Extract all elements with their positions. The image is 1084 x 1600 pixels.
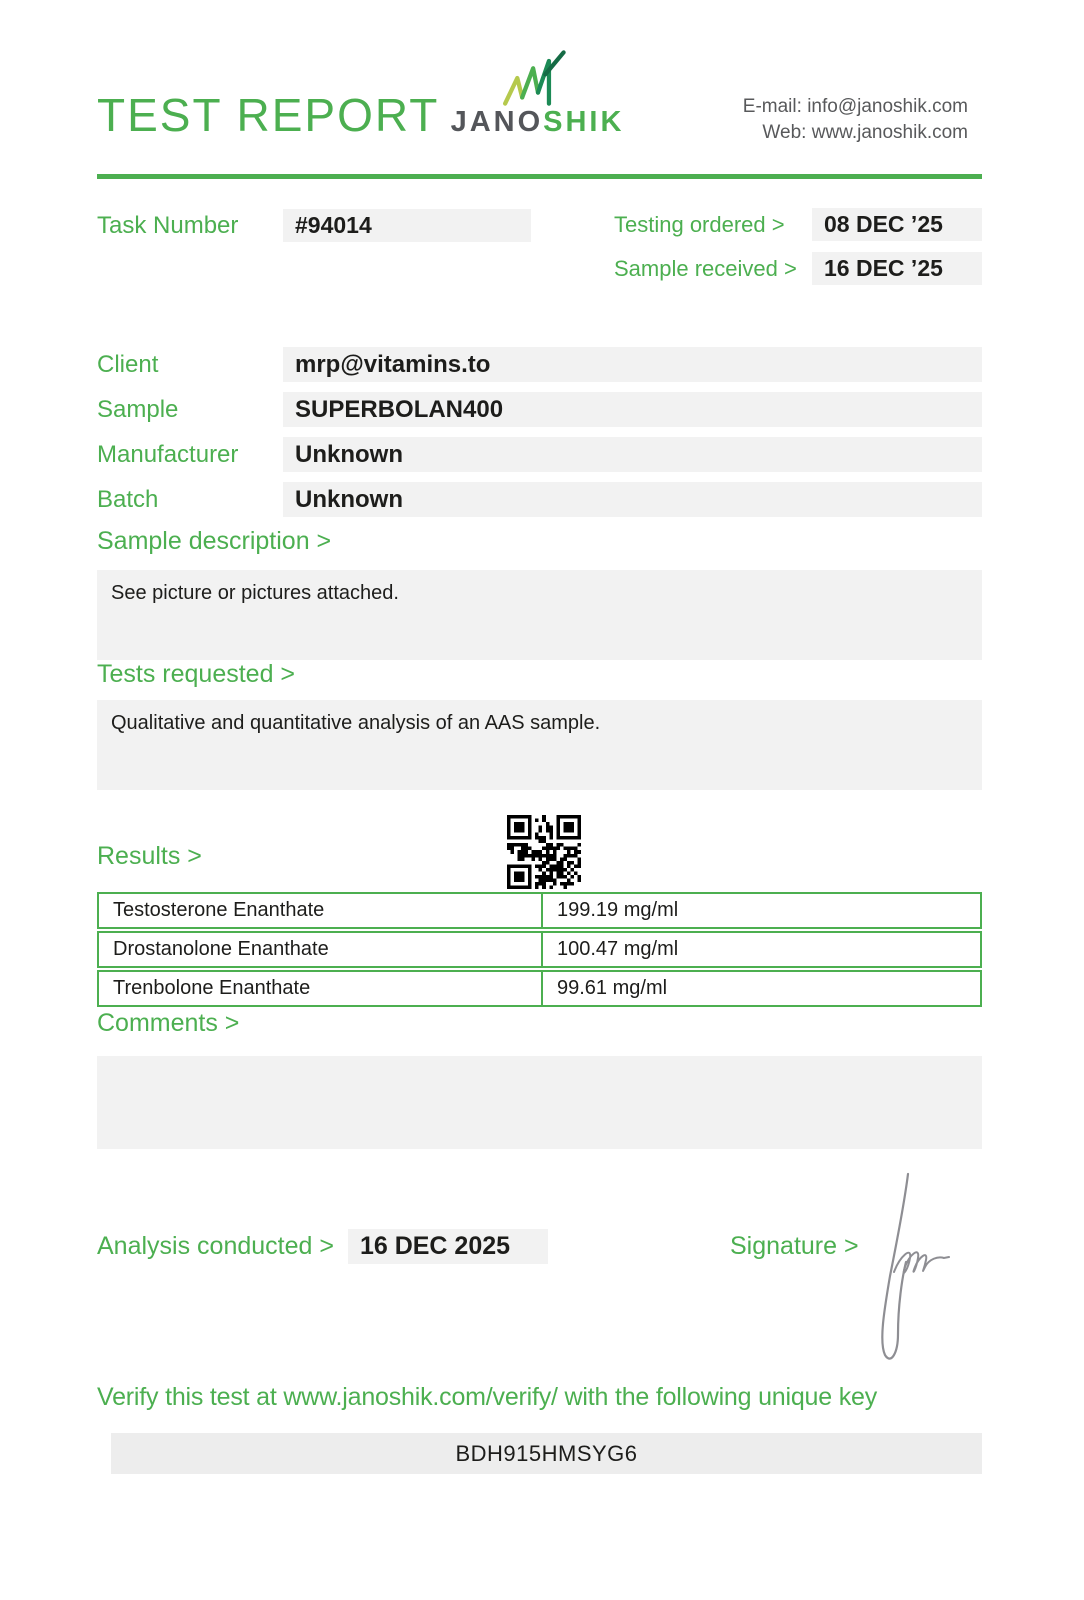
verify-instructions: Verify this test at www.janoshik.com/verify/ with the following unique key (97, 1383, 877, 1411)
contact-info (743, 94, 968, 146)
trend-chart-icon (484, 50, 592, 106)
tests-requested-heading: Tests requested > (97, 660, 296, 688)
sample-description-heading: Sample description > (97, 527, 332, 555)
signature-label: Signature > (730, 1232, 859, 1260)
analysis-conducted-value: 16 DEC 2025 (348, 1229, 548, 1264)
client-row (97, 347, 982, 382)
results-heading: Results > (97, 842, 202, 870)
client-label: Client (97, 351, 159, 378)
sample-value: SUPERBOLAN400 (283, 392, 982, 427)
batch-value: Unknown (283, 482, 982, 517)
sample-received-label: Sample received > (614, 256, 797, 281)
result-substance: Testosterone Enanthate (99, 894, 543, 927)
sample-received-value: 16 DEC ’25 (812, 252, 982, 285)
web-label: Web: (762, 122, 807, 143)
email-line (743, 94, 968, 120)
meta-row (97, 208, 982, 285)
manufacturer-label: Manufacturer (97, 441, 239, 468)
task-number-group (97, 208, 531, 243)
analysis-signature-row (97, 1229, 982, 1264)
analysis-conducted-label: Analysis conducted > (97, 1232, 334, 1260)
comments-heading: Comments > (97, 1009, 240, 1037)
logo-text-shik: SHIK (543, 106, 625, 138)
sample-received-row (614, 252, 982, 285)
testing-ordered-row (614, 208, 982, 241)
qr-code (507, 815, 581, 889)
result-substance: Trenbolone Enanthate (99, 972, 543, 1005)
result-concentration: 99.61 mg/ml (557, 977, 668, 999)
comments-box (97, 1056, 982, 1149)
results-table (97, 892, 982, 1007)
manufacturer-row (97, 437, 982, 472)
tests-requested-box: Qualitative and quantitative analysis of an AAS sample. (97, 700, 982, 790)
batch-label: Batch (97, 486, 159, 513)
dates-group (614, 208, 982, 285)
results-header (97, 842, 982, 870)
logo-text-jano: JANO (450, 106, 544, 138)
client-value: mrp@vitamins.to (283, 347, 982, 382)
email-label: E-mail: (742, 96, 802, 117)
manufacturer-value: Unknown (283, 437, 982, 472)
result-concentration: 100.47 mg/ml (557, 938, 679, 960)
table-row (97, 931, 982, 968)
task-number-value: #94014 (283, 209, 531, 242)
logo-wordmark (445, 108, 630, 137)
header-divider (97, 174, 982, 179)
sample-info-fields (97, 347, 982, 517)
email-value: info@janoshik.com (807, 96, 968, 117)
verify-key: BDH915HMSYG6 (111, 1433, 982, 1474)
testing-ordered-value: 08 DEC ’25 (812, 208, 982, 241)
web-value: www.janoshik.com (811, 122, 968, 143)
page-title: TEST REPORT (97, 89, 440, 141)
sample-row (97, 392, 982, 427)
testing-ordered-label: Testing ordered > (614, 212, 785, 237)
table-row (97, 892, 982, 929)
result-concentration: 199.19 mg/ml (557, 899, 679, 921)
web-line (743, 120, 968, 146)
task-number-label: Task Number (97, 212, 239, 239)
table-row (97, 970, 982, 1007)
result-substance: Drostanolone Enanthate (99, 933, 543, 966)
batch-row (97, 482, 982, 517)
sample-description-box: See picture or pictures attached. (97, 570, 982, 660)
janoshik-logo (445, 50, 630, 137)
signature-image (860, 1166, 960, 1366)
sample-label: Sample (97, 396, 179, 423)
report-header (97, 0, 982, 174)
